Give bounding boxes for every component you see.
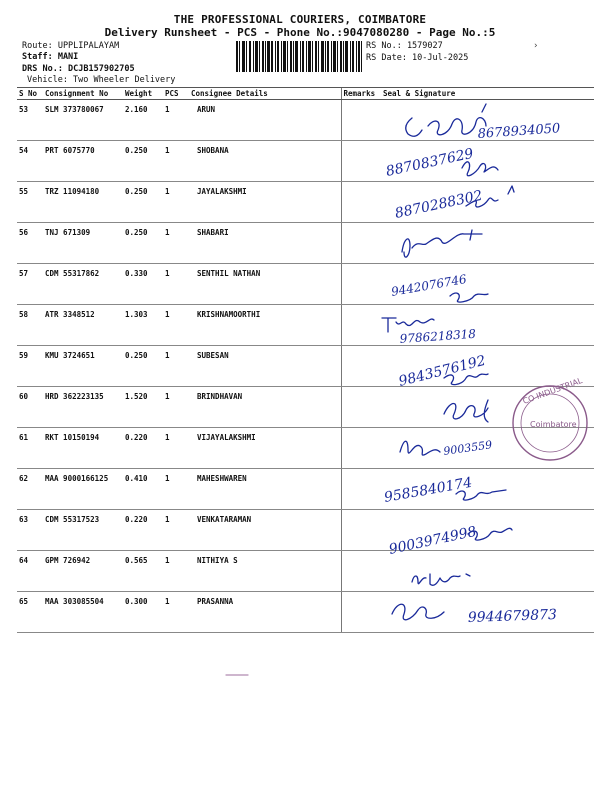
- cell-signature: [381, 100, 594, 141]
- table-header-row: [17, 88, 594, 100]
- cell-weight: 0.410: [123, 469, 163, 510]
- handwritten-phone: 9786218318: [399, 326, 477, 346]
- cell-consignee: SENTHIL NATHAN: [189, 264, 341, 305]
- cell-remarks: [341, 305, 381, 346]
- cell-consignee: JAYALAKSHMI: [189, 182, 341, 223]
- cell-consignee: MAHESHWAREN: [189, 469, 341, 510]
- cell-sno: 53: [17, 100, 43, 141]
- rs-number: RS No.: 1579027: [366, 41, 443, 51]
- cell-sno: 62: [17, 469, 43, 510]
- svg-text:Coimbatore: Coimbatore: [530, 420, 577, 429]
- cell-signature: [381, 141, 594, 182]
- cell-consignee: BRINDHAVAN: [189, 387, 341, 428]
- cell-pcs: 1: [163, 387, 189, 428]
- cell-sno: 55: [17, 182, 43, 223]
- cell-remarks: [341, 592, 381, 633]
- table-row: [17, 428, 594, 469]
- cell-remarks: [341, 469, 381, 510]
- cell-consignment: ATR 3348512: [43, 305, 123, 346]
- cell-signature: [381, 428, 594, 469]
- cell-pcs: 1: [163, 264, 189, 305]
- cell-consignment: TNJ 671309: [43, 223, 123, 264]
- cell-consignee: ARUN: [189, 100, 341, 141]
- stray-mark: ›: [533, 41, 539, 51]
- runsheet-subtitle: Delivery Runsheet - PCS - Phone No.:9047080280 - Page No.:5: [104, 26, 496, 39]
- cell-consignment: PRT 6075770: [43, 141, 123, 182]
- cell-pcs: 1: [163, 592, 189, 633]
- cell-consignee: SHABARI: [189, 223, 341, 264]
- cell-consignee: VIJAYALAKSHMI: [189, 428, 341, 469]
- table-row: [17, 387, 594, 428]
- svg-text:CO INDUSTRIAL: CO INDUSTRIAL: [521, 376, 584, 406]
- table-row: [17, 141, 594, 182]
- cell-sno: 61: [17, 428, 43, 469]
- cell-signature: [381, 469, 594, 510]
- cell-consignment: TRZ 11094180: [43, 182, 123, 223]
- handwritten-phone: 9585840174: [382, 474, 474, 506]
- cell-remarks: [341, 100, 381, 141]
- header-pcs: PCS: [163, 88, 189, 100]
- cell-signature: [381, 592, 594, 633]
- cell-signature: [381, 264, 594, 305]
- company-title: THE PROFESSIONAL COURIERS, COIMBATORE: [173, 13, 427, 26]
- cell-remarks: [341, 223, 381, 264]
- cell-sno: 60: [17, 387, 43, 428]
- rs-date: RS Date: 10-Jul-2025: [366, 53, 469, 63]
- header-sno: S No: [17, 88, 43, 100]
- header-consignee: Consignee Details: [189, 88, 341, 100]
- header-weight: Weight: [123, 88, 163, 100]
- cell-consignee: SUBESAN: [189, 346, 341, 387]
- cell-pcs: 1: [163, 141, 189, 182]
- table-row: [17, 592, 594, 633]
- table-row: [17, 100, 594, 141]
- cell-consignment: MAA 9000166125: [43, 469, 123, 510]
- cell-remarks: [341, 428, 381, 469]
- cell-pcs: 1: [163, 551, 189, 592]
- cell-consignment: HRD 362223135: [43, 387, 123, 428]
- header-consignment: Consignment No: [43, 88, 123, 100]
- cell-weight: 1.303: [123, 305, 163, 346]
- handwritten-phone: 8678934050: [477, 121, 561, 142]
- cell-weight: 0.300: [123, 592, 163, 633]
- cell-sno: 56: [17, 223, 43, 264]
- cell-sno: 64: [17, 551, 43, 592]
- cell-weight: 0.250: [123, 182, 163, 223]
- table-row: [17, 469, 594, 510]
- cell-sno: 59: [17, 346, 43, 387]
- cell-remarks: [341, 387, 381, 428]
- cell-signature: [381, 551, 594, 592]
- cell-remarks: [341, 141, 381, 182]
- cell-signature: [381, 510, 594, 551]
- handwritten-phone: 9003559: [442, 438, 493, 458]
- table-row: [17, 346, 594, 387]
- header-signature: Seal & Signature: [381, 88, 594, 100]
- cell-sno: 58: [17, 305, 43, 346]
- route-label: Route: UPPLIPALAYAM: [22, 41, 120, 51]
- cell-sno: 63: [17, 510, 43, 551]
- cell-weight: 0.565: [123, 551, 163, 592]
- table-row: [17, 264, 594, 305]
- cell-consignment: KMU 3724651: [43, 346, 123, 387]
- header-remarks: Remarks: [341, 88, 381, 100]
- cell-consignment: RKT 10150194: [43, 428, 123, 469]
- cell-pcs: 1: [163, 510, 189, 551]
- cell-signature: [381, 305, 594, 346]
- drs-number: DRS No.: DCJB157902705: [22, 64, 135, 74]
- handwritten-phone: 9442076746: [390, 271, 468, 299]
- cell-weight: 0.250: [123, 223, 163, 264]
- cell-weight: 2.160: [123, 100, 163, 141]
- handwritten-phone: 9944679873: [467, 606, 558, 626]
- cell-weight: 1.520: [123, 387, 163, 428]
- handwritten-phone: 8870837629: [384, 145, 475, 180]
- cell-remarks: [341, 510, 381, 551]
- cell-signature: [381, 387, 594, 428]
- cell-pcs: 1: [163, 100, 189, 141]
- cell-consignment: CDM 55317862: [43, 264, 123, 305]
- staff-label: Staff: MANI: [22, 52, 79, 62]
- cell-pcs: 1: [163, 469, 189, 510]
- runsheet-table: [17, 87, 594, 633]
- cell-consignee: NITHIYA S: [189, 551, 341, 592]
- table-row: [17, 510, 594, 551]
- cell-pcs: 1: [163, 182, 189, 223]
- table-row: [17, 551, 594, 592]
- handwritten-phone: 9843576192: [397, 352, 488, 390]
- table-row: [17, 305, 594, 346]
- cell-consignment: GPM 726942: [43, 551, 123, 592]
- cell-consignee: KRISHNAMOORTHI: [189, 305, 341, 346]
- cell-consignment: CDM 55317523: [43, 510, 123, 551]
- cell-signature: [381, 182, 594, 223]
- handwritten-phone: 8870288302: [393, 187, 484, 222]
- table-row: [17, 182, 594, 223]
- cell-remarks: [341, 551, 381, 592]
- cell-remarks: [341, 182, 381, 223]
- cell-pcs: 1: [163, 223, 189, 264]
- cell-weight: 0.330: [123, 264, 163, 305]
- cell-consignment: SLM 373780067: [43, 100, 123, 141]
- cell-signature: [381, 346, 594, 387]
- cell-consignment: MAA 303085504: [43, 592, 123, 633]
- handwritten-phone: 9003974998: [387, 523, 478, 558]
- cell-pcs: 1: [163, 305, 189, 346]
- cell-sno: 54: [17, 141, 43, 182]
- cell-consignee: VENKATARAMAN: [189, 510, 341, 551]
- cell-remarks: [341, 264, 381, 305]
- cell-sno: 57: [17, 264, 43, 305]
- cell-consignee: PRASANNA: [189, 592, 341, 633]
- barcode-image: [236, 41, 362, 72]
- cell-pcs: 1: [163, 428, 189, 469]
- cell-weight: 0.250: [123, 141, 163, 182]
- cell-weight: 0.220: [123, 428, 163, 469]
- cell-weight: 0.250: [123, 346, 163, 387]
- cell-signature: [381, 223, 594, 264]
- cell-consignee: SHOBANA: [189, 141, 341, 182]
- cell-sno: 65: [17, 592, 43, 633]
- table-row: [17, 223, 594, 264]
- cell-pcs: 1: [163, 346, 189, 387]
- vehicle-label: Vehicle: Two Wheeler Delivery: [27, 75, 176, 85]
- cell-weight: 0.220: [123, 510, 163, 551]
- cell-remarks: [341, 346, 381, 387]
